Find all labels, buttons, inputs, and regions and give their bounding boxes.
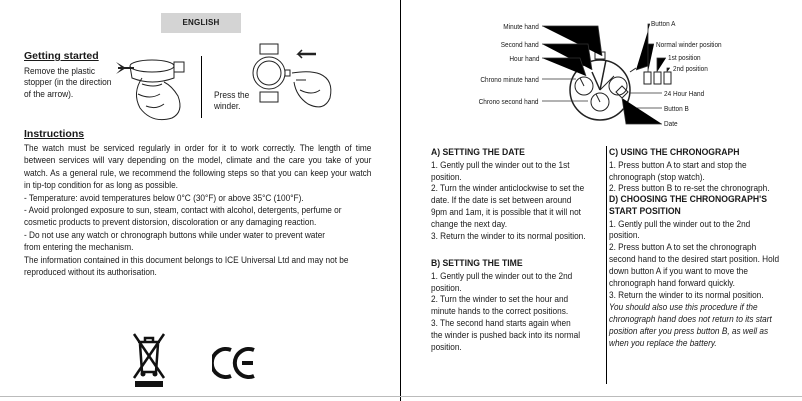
instructions-bullet-1: - Temperature: avoid temperatures below 0°C (30°F) or above 35°C (100°F). bbox=[24, 192, 304, 203]
instructions-bullet-2: - Avoid prolonged exposure to sun, steam, contact with alcohol, detergents, perfume or cosmetic products to prevent distorsion, discoloration or any damaging reaction. bbox=[24, 205, 342, 228]
column-left-b bbox=[431, 258, 631, 353]
label-hour-hand: Hour hand bbox=[508, 54, 539, 63]
instructions-intro: The watch must be serviced regularly in order for it to work correctly. The length of time between services will vary depending on the model, climate and the care you take of your watch. As a general rule, we recommend the following steps so that you can keep your watch in tip-top condition for as long as possible. bbox=[24, 143, 372, 191]
illustration-divider bbox=[201, 56, 202, 118]
label-chrono-second-hand: Chrono second hand bbox=[479, 97, 539, 106]
page-divider bbox=[400, 0, 401, 401]
section-d-step3: 3. Return the winder to its normal position. bbox=[609, 288, 764, 300]
label-1st-position: 1st position bbox=[668, 53, 701, 62]
remove-stopper-illustration bbox=[112, 48, 202, 126]
section-c-body bbox=[609, 159, 781, 195]
instructions-body bbox=[24, 142, 371, 278]
label-second-hand: Second hand bbox=[500, 40, 539, 49]
section-c-step2: 2. Press button B to re-set the chronograph. bbox=[609, 182, 770, 194]
label-button-a: Button A bbox=[651, 19, 676, 28]
instructions-footer: The information contained in this document belongs to ICE Universal Ltd and may not be reproduced without its authorisation. bbox=[24, 254, 349, 278]
instructions-bullet-3: - Do not use any watch or chronograph buttons while under water to prevent water from entering the mechanism. bbox=[24, 229, 326, 253]
press-winder-illustration bbox=[250, 40, 340, 120]
section-c-title: C) USING THE CHRONOGRAPH bbox=[609, 147, 740, 158]
section-d-note: You should also use this procedure if the chronograph hand does not return to its start position after you press button B, as well as when you replace the battery. bbox=[609, 300, 772, 348]
label-chrono-minute-hand: Chrono minute hand bbox=[480, 75, 539, 84]
language-badge: ENGLISH bbox=[161, 13, 241, 33]
getting-started-step1: Remove the plastic stopper (in the direction of the arrow). bbox=[24, 66, 112, 100]
section-d-step2: 2. Press button A to set the chronograph second hand to the desired start position. Hold down button A if you want to move the chronograph hand forward quickly. bbox=[609, 241, 780, 289]
watch-diagram bbox=[540, 14, 680, 134]
section-a-step2: 2. Turn the winder anticlockwise to set the date. If the date is set between around 9pm and 1am, it is possible that it will not change the next day. bbox=[431, 182, 585, 230]
label-minute-hand: Minute hand bbox=[503, 22, 539, 31]
section-b-step3: 3. The second hand starts again when the winder is pushed back into its normal position. bbox=[431, 317, 581, 353]
section-b-title: B) SETTING THE TIME bbox=[431, 258, 523, 269]
section-d-title: D) CHOOSING THE CHRONOGRAPH'S START POSITION bbox=[609, 194, 767, 217]
column-right bbox=[609, 147, 799, 348]
label-button-b: Button B bbox=[664, 104, 689, 113]
section-d-step1: 1. Gently pull the winder out to the 2nd position. bbox=[609, 217, 751, 241]
ce-mark-icon bbox=[212, 346, 258, 380]
section-a-title: A) SETTING THE DATE bbox=[431, 147, 525, 158]
section-c-step1: 1. Press button A to start and stop the chronograph (stop watch). bbox=[609, 158, 747, 182]
section-a-step3: 3. Return the winder to its normal position. bbox=[431, 230, 586, 242]
bottom-rule bbox=[0, 396, 802, 397]
section-d-body bbox=[609, 218, 781, 349]
section-b-step2: 2. Turn the winder to set the hour and minute hands to the correct positions. bbox=[431, 293, 569, 317]
label-date: Date bbox=[664, 119, 678, 128]
weee-bin-icon bbox=[132, 332, 166, 388]
label-normal-winder-position: Normal winder position bbox=[656, 40, 722, 49]
section-b-body bbox=[431, 270, 589, 353]
instructions-title: Instructions bbox=[24, 128, 85, 140]
label-24-hour-hand: 24 Hour Hand bbox=[664, 89, 705, 98]
column-left bbox=[431, 147, 631, 242]
getting-started-step2: Press the winder. bbox=[214, 90, 250, 113]
getting-started-title: Getting started bbox=[24, 50, 99, 62]
label-2nd-position: 2nd position bbox=[673, 64, 708, 73]
section-b-step1: 1. Gently pull the winder out to the 2nd position. bbox=[431, 269, 573, 293]
section-a-body bbox=[431, 159, 589, 242]
section-a-step1: 1. Gently pull the winder out to the 1st position. bbox=[431, 158, 570, 182]
